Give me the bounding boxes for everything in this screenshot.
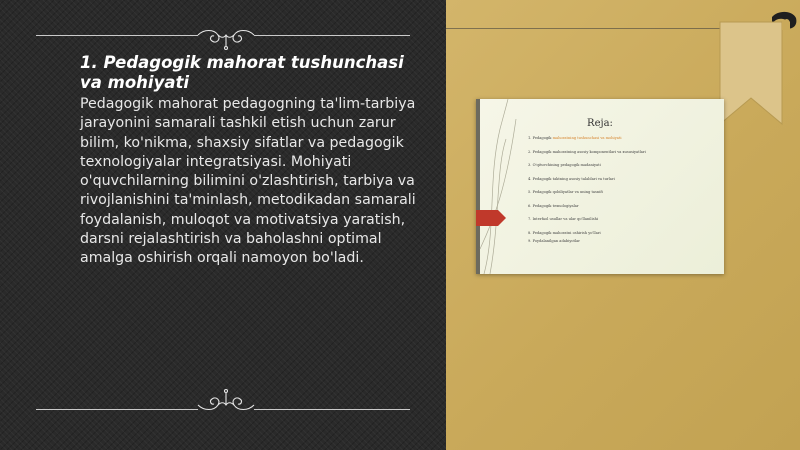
list-item: 9. Foydalanilgan adabiyotlar bbox=[528, 238, 580, 243]
bottom-divider-line-left bbox=[36, 409, 198, 410]
bottom-divider-line-right bbox=[254, 409, 410, 410]
list-item: 5. Pedagogik qobiliyatlar va uning tasnifi bbox=[528, 190, 603, 194]
list-item: 2. Pedagogik mahoratning asosiy komponentlari va xususiyatlari bbox=[528, 149, 646, 154]
red-arrow-icon bbox=[476, 208, 506, 228]
bookmark-ribbon-icon bbox=[716, 0, 800, 130]
list-item: 4. Pedagogik taktning asosiy talablari va turlari bbox=[528, 176, 615, 181]
list-item: 6. Pedagogik texnologiyalar bbox=[528, 203, 579, 208]
top-divider-line-right bbox=[254, 35, 410, 36]
flourish-ornament-icon bbox=[190, 26, 262, 54]
slide-title: 1. Pedagogik mahorat tushunchasi va mohiyati bbox=[80, 53, 404, 92]
right-top-line bbox=[446, 28, 726, 29]
list-item: 3. O'qituvchining pedagogik madaniyati bbox=[528, 163, 601, 167]
thumbnail-list bbox=[528, 136, 718, 243]
list-item: 1. Pedagogik mahoratning tushunchasi va mohiyati bbox=[528, 136, 622, 140]
slide-body-text: Pedagogik mahorat pedagogning ta'lim-tarbiya jarayonini samarali tashkil etish uchun zarur bilim, ko'nikma, shaxsiy sifatlar va pedagogik texnologiyalar integratsiyasi. Mohiyati o'quvchilarning bilimini o'zlashtirish, tarbiya va rivojlanishini ta'minlash, metodikadan samarali foydalanish, muloqot va motivatsiya yaratish, darsni rejalashtirish va baholashni optimal amalga oshirish orqali namoyon bo'ladi. bbox=[80, 96, 416, 267]
flourish-ornament-icon bbox=[190, 386, 262, 414]
top-divider-line-left bbox=[36, 35, 198, 36]
list-item: 7. Interfaol usullar va ular qo'llanilishi bbox=[528, 217, 599, 221]
list-item: 8. Pedagogik mahoratni oshirish yo'llari bbox=[528, 230, 601, 235]
thumbnail-title: Reja: bbox=[587, 118, 613, 129]
slide-thumbnail[interactable] bbox=[476, 99, 724, 274]
